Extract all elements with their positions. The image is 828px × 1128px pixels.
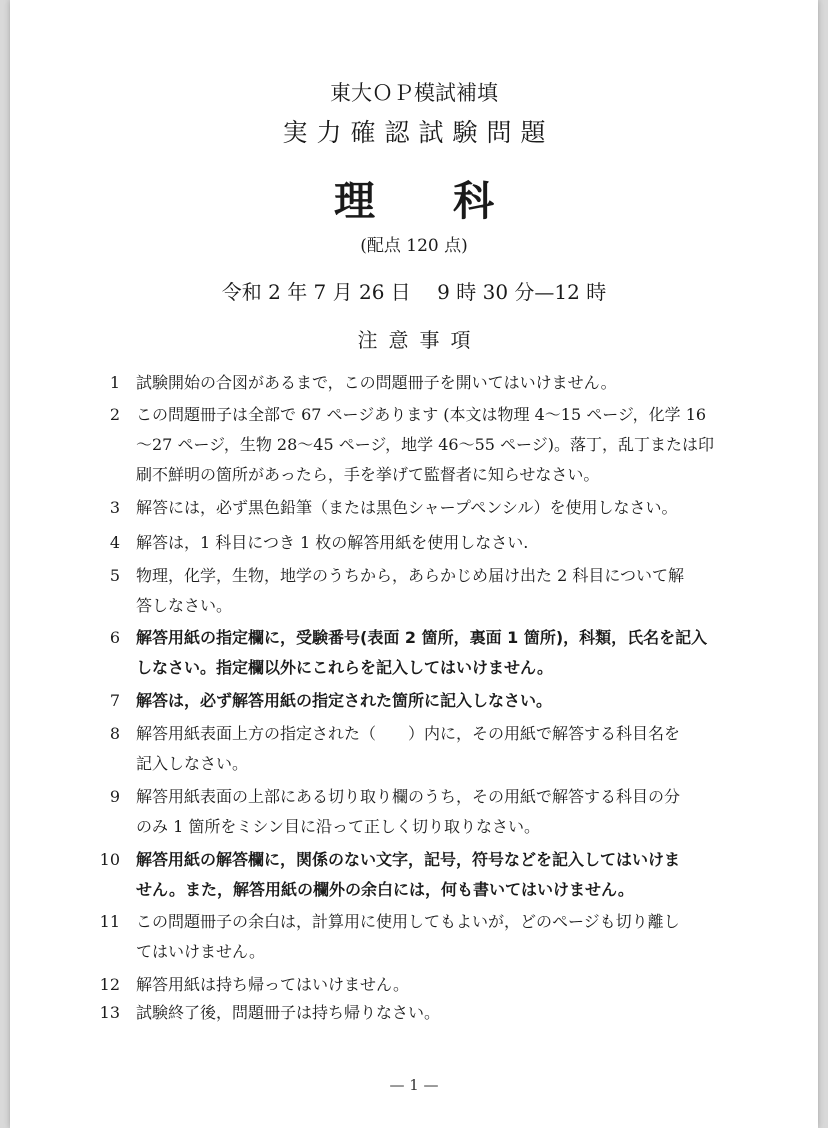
- subject-title: [10, 174, 818, 228]
- notice-text: [136, 782, 742, 842]
- notice-number: 9: [109, 787, 120, 806]
- notice-line: てはいけません。: [136, 942, 265, 961]
- notice-number: 13: [99, 1003, 120, 1022]
- notice-line: 記入しなさい。: [136, 754, 249, 773]
- notice-line: 解答は，1 科目につき 1 枚の解答用紙を使用しなさい.: [136, 533, 529, 552]
- notice-line: しなさい。指定欄以外にこれらを記入してはいけません。: [136, 658, 553, 677]
- notice-line: 試験終了後，問題冊子は持ち帰りなさい。: [136, 1003, 441, 1022]
- notice-text: [136, 368, 742, 398]
- notice-line: 答しなさい。: [136, 596, 233, 615]
- notice-text: [136, 907, 742, 967]
- notice-number: 10: [99, 850, 120, 869]
- notice-line: 解答用紙の指定欄に，受験番号(表面 2 箇所，裏面 1 箇所)，科類，氏名を記入: [136, 628, 708, 647]
- notice-line: のみ 1 箇所をミシン目に沿って正しく切り取りなさい。: [136, 817, 540, 836]
- notice-line: この問題冊子は全部で 67 ページあります (本文は物理 4〜15 ページ，化学 16: [136, 405, 707, 424]
- subject-char-2: 科: [453, 177, 494, 225]
- notice-text: [136, 493, 742, 523]
- notice-text: [136, 623, 742, 683]
- notice-number: 1: [109, 373, 120, 392]
- notice-line: 物理，化学，生物，地学のうちから，あらかじめ届け出た 2 科目について解: [136, 566, 685, 585]
- notice-line: 解答用紙は持ち帰ってはいけません。: [136, 975, 409, 994]
- notes-heading: 注意事項: [357, 328, 482, 352]
- notice-text: [136, 528, 742, 558]
- exam-cover-page: [10, 0, 818, 1128]
- notice-text: [136, 845, 742, 905]
- notice-number: 7: [109, 691, 120, 710]
- notice-text: [136, 561, 742, 621]
- notice-line: 解答は，必ず解答用紙の指定された箇所に記入しなさい。: [136, 691, 553, 710]
- notice-line: この問題冊子の余白は，計算用に使用してもよいが，どのページも切り離し: [136, 912, 680, 931]
- page-number: — 1 —: [389, 1076, 439, 1094]
- notice-text: [136, 719, 742, 779]
- notice-number: 3: [109, 498, 120, 517]
- notice-number: 5: [109, 566, 120, 585]
- notice-line: 刷不鮮明の箇所があったら，手を挙げて監督者に知らせなさい。: [136, 465, 600, 484]
- notice-number: 4: [109, 533, 120, 552]
- notice-line: 解答用紙の解答欄に，関係のない文字，記号，符号などを記入してはいけま: [136, 850, 681, 869]
- exam-series-title: 東大ＯＰ模試補填: [330, 81, 498, 105]
- notice-text: [136, 970, 742, 1000]
- points-note: (配点 120 点): [360, 236, 468, 256]
- subject-char-1: 理: [334, 177, 375, 225]
- notice-number: 11: [99, 912, 120, 931]
- notice-line: 解答には，必ず黒色鉛筆（または黒色シャープペンシル）を使用しなさい。: [136, 498, 678, 517]
- notice-text: [136, 686, 742, 716]
- notice-number: 8: [109, 724, 120, 743]
- notice-line: せん。また，解答用紙の欄外の余白には，何も書いてはいけません。: [136, 880, 634, 899]
- notice-number: 2: [109, 405, 120, 424]
- notice-number: 12: [99, 975, 120, 994]
- notice-number: 6: [109, 628, 120, 647]
- notice-line: 解答用紙表面の上部にある切り取り欄のうち，その用紙で解答する科目の分: [136, 787, 681, 806]
- notice-text: [136, 998, 742, 1028]
- notice-line: 試験開始の合図があるまで，この問題冊子を開いてはいけません。: [136, 373, 617, 392]
- notice-line: 解答用紙表面上方の指定された（ ）内に，その用紙で解答する科目名を: [136, 724, 681, 743]
- exam-date-time: 令和 2 年 7 月 26 日 9 時 30 分—12 時: [221, 280, 607, 304]
- notice-text: [136, 400, 742, 490]
- exam-title: 実力確認試験問題: [282, 118, 555, 147]
- notice-line: 〜27 ページ，生物 28〜45 ページ，地学 46〜55 ページ)。落丁，乱丁または印: [136, 435, 714, 454]
